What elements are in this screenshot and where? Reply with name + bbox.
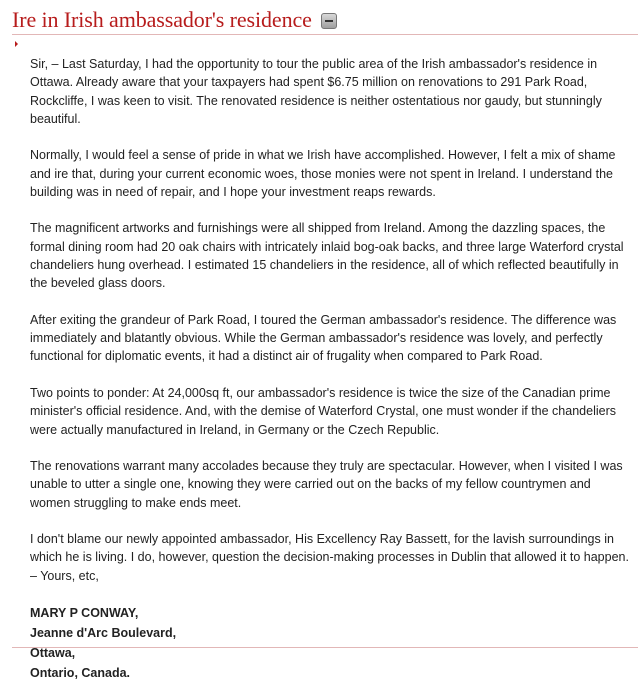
bullet-marker-icon xyxy=(15,41,18,47)
signature-street: Jeanne d'Arc Boulevard, xyxy=(30,626,177,641)
paragraph: After exiting the grandeur of Park Road, I toured the German ambassador's residence. The difference was immediately and blatantly obvious. While the German ambassador's residence was lovely, and perfectly functional for diplomatic events, it had a distinct air of frugality when compared to Park Road. xyxy=(30,312,617,364)
paragraph: Two points to ponder: At 24,000sq ft, our ambassador's residence is twice the size of the Canadian prime minister's official residence. And, with the demise of Waterford Crystal, one must wonder if the chandeliers were actually manufactured in Ireland, in Germany or the Czech Republic. xyxy=(30,385,616,437)
article-title: Ire in Irish ambassador's residence xyxy=(12,7,312,32)
paragraph: I don't blame our newly appointed ambassador, His Excellency Ray Bassett, for the lavish surroundings in which he is living. I do, however, question the decision-making processes in Dublin that allowed it to happen. – Yours, etc, xyxy=(30,532,629,583)
paragraph: Sir, – Last Saturday, I had the opportunity to tour the public area of the Irish ambassador's residence in Ottawa. Already aware that your taxpayers had spent $6.75 million on renovations to 291 Park Road, Rockcliffe, I was keen to visit. The renovated residence is neither ostentatious nor gaudy, but stunningly beautiful. xyxy=(30,57,602,126)
paragraph: The renovations warrant many accolades because they truly are spectacular. However, when I visited I was unable to utter a single one, knowing they were carried out on the backs of my fellow countrymen and women struggling to make ends meet. xyxy=(30,458,623,510)
paragraph: The magnificent artworks and furnishings were all shipped from Ireland. Among the dazzling spaces, the formal dining room had 20 oak chairs with intricately inlaid bog-oak backs, and three large Waterford crystal chandeliers hung overhead. I estimated 15 chandeliers in the residence, all of which reflected beautifully in the beveled glass doors. xyxy=(30,221,624,291)
signature-block xyxy=(30,603,632,683)
article-body xyxy=(30,55,632,683)
minus-icon[interactable] xyxy=(321,13,337,29)
paragraph: Normally, I would feel a sense of pride in what we Irish have accomplished. However, I felt a mix of shame and ire that, during your current economic woes, those monies were not spent in Ireland. I understand the building was in need of repair, and I hope your investment reaps rewards. xyxy=(30,148,616,199)
signature-region: Ontario, Canada. xyxy=(30,666,131,681)
signature-city: Ottawa, xyxy=(30,646,76,661)
footer-divider xyxy=(12,647,638,648)
article-header xyxy=(12,6,638,35)
signature-name: MARY P CONWAY, xyxy=(30,606,139,621)
